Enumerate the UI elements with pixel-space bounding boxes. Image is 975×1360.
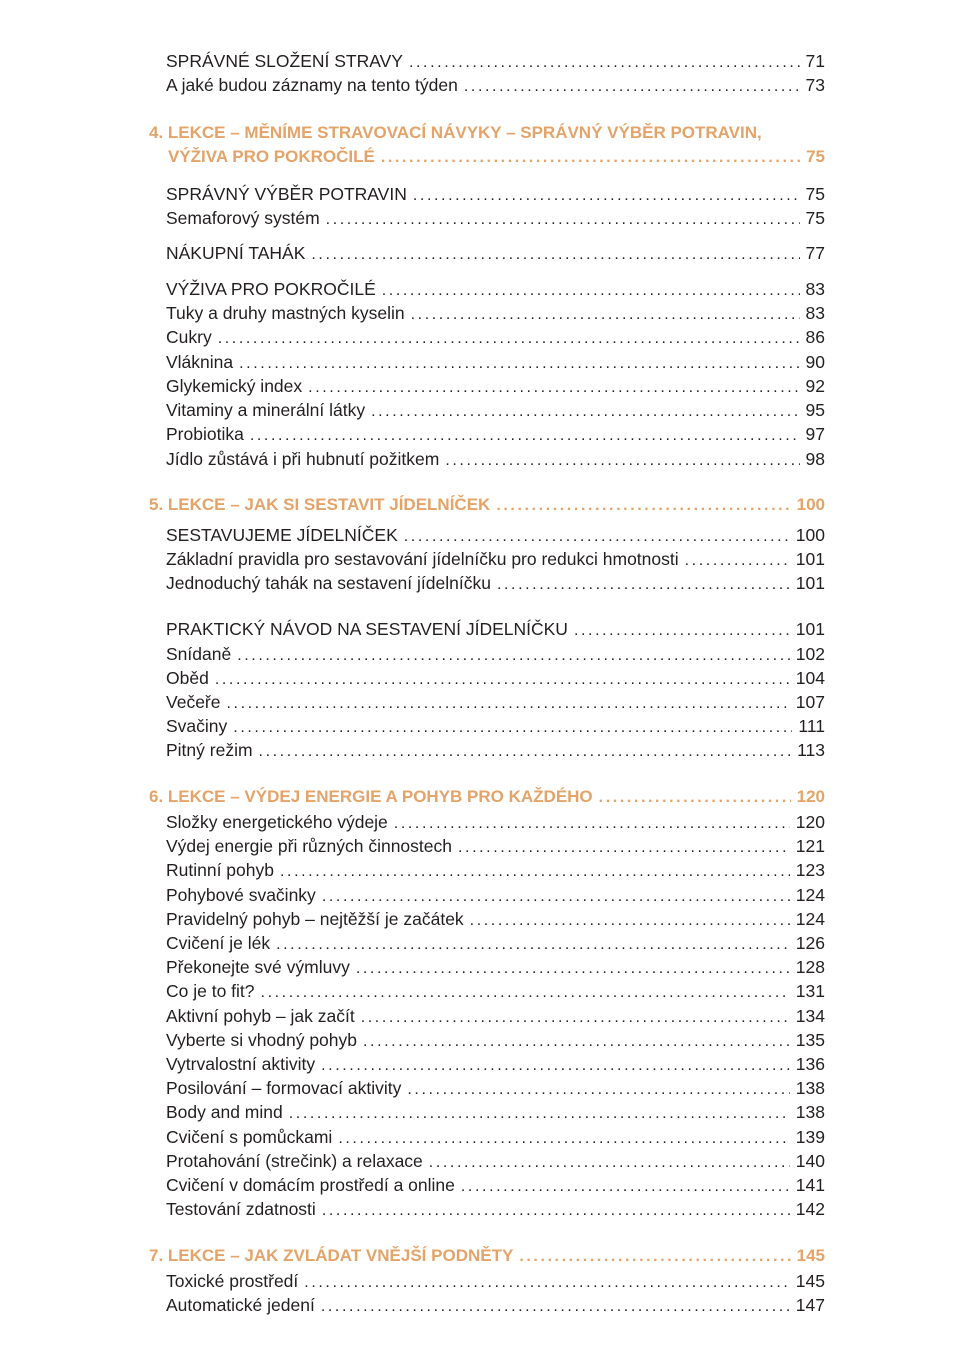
toc-entry-title: Pravidelný pohyb – nejtěžší je začátek	[166, 909, 464, 929]
toc-page-number: 138	[795, 1102, 825, 1122]
toc-entry	[166, 907, 825, 931]
dot-leader	[226, 692, 789, 714]
toc-entry	[166, 955, 825, 979]
toc-entry	[166, 1173, 825, 1197]
toc-chapter-entry	[168, 145, 825, 169]
toc-entry-title: Co je to fit?	[166, 981, 255, 1001]
toc-page-number: 101	[795, 619, 825, 639]
dot-leader	[321, 1295, 790, 1317]
toc-entry	[166, 571, 825, 595]
dot-leader	[322, 885, 790, 907]
toc-entry	[166, 301, 825, 325]
dot-leader	[289, 1102, 790, 1124]
toc-entry-title: Složky energetického výdeje	[166, 812, 388, 832]
toc-entry	[166, 1149, 825, 1173]
toc-entry	[166, 277, 825, 301]
toc-entry-title: Cvičení s pomůckami	[166, 1127, 333, 1147]
toc-page-number: 77	[805, 243, 825, 263]
dot-leader	[519, 1245, 790, 1268]
toc-entry-title: VÝŽIVA PRO POKROČILÉ	[168, 147, 375, 166]
toc-page-number: 120	[795, 812, 825, 832]
toc-entry	[166, 73, 825, 97]
toc-entry	[166, 1125, 825, 1149]
dot-leader	[304, 1271, 790, 1293]
toc-entry	[166, 49, 825, 73]
toc-page-number: 134	[795, 1006, 825, 1026]
toc-page-number: 111	[798, 716, 825, 736]
toc-entry-title: Jednoduchý tahák na sestavení jídelníčku	[166, 573, 491, 593]
toc-entry-title: Cvičení v domácím prostředí a online	[166, 1175, 455, 1195]
toc-page-number: 145	[796, 1246, 825, 1265]
dot-leader	[338, 1127, 789, 1149]
toc-entry-title: SPRÁVNÉ SLOŽENÍ STRAVY	[166, 51, 403, 71]
toc-entry-title: Glykemický index	[166, 376, 303, 396]
dot-leader	[218, 327, 800, 349]
toc-entry	[166, 1052, 825, 1076]
toc-entry	[166, 547, 825, 571]
toc-entry-title: Překonejte své výmluvy	[166, 957, 350, 977]
toc-chapter-entry	[149, 121, 825, 145]
dot-leader	[382, 279, 800, 301]
toc-entry	[166, 1004, 825, 1028]
dot-leader	[363, 1030, 790, 1052]
toc-entry-title: 7. LEKCE – JAK ZVLÁDAT VNĚJŠÍ PODNĚTY	[149, 1246, 514, 1265]
toc-entry-title: Probiotika	[166, 424, 244, 444]
toc-page-number: 101	[795, 549, 825, 569]
toc-page-number: 140	[795, 1151, 825, 1171]
toc-entry-title: Svačiny	[166, 716, 228, 736]
toc-entry	[166, 398, 825, 422]
dot-leader	[404, 525, 790, 547]
toc-page-number: 104	[795, 668, 825, 688]
toc-entry-title: Snídaně	[166, 644, 232, 664]
toc-entry-title: Pohybové svačinky	[166, 885, 316, 905]
dot-leader	[574, 619, 790, 641]
toc-entry	[166, 1100, 825, 1124]
toc-entry	[166, 1269, 825, 1293]
toc-page-number: 83	[805, 303, 825, 323]
toc-entry-title: Cvičení je lék	[166, 933, 271, 953]
toc-page-number: 75	[805, 208, 825, 228]
toc-entry-title: Semaforový systém	[166, 208, 320, 228]
dot-leader	[280, 860, 790, 882]
toc-page-number: 142	[795, 1199, 825, 1219]
toc-entry	[166, 374, 825, 398]
toc-entry-title: Testování zdatnosti	[166, 1199, 316, 1219]
dot-leader	[496, 494, 790, 517]
dot-leader	[261, 981, 790, 1003]
toc-entry	[166, 858, 825, 882]
dot-leader	[413, 184, 800, 206]
toc-page-number: 136	[795, 1054, 825, 1074]
toc-page-number: 86	[805, 327, 825, 347]
toc-page-number: 71	[805, 51, 825, 71]
toc-entry	[166, 1293, 825, 1317]
toc-entry-title: Cukry	[166, 327, 212, 347]
toc-page-number: 75	[806, 147, 825, 166]
toc-entry-title: Automatické jedení	[166, 1295, 315, 1315]
toc-page-number: 135	[795, 1030, 825, 1050]
toc-entry	[166, 883, 825, 907]
toc-page-number: 121	[795, 836, 825, 856]
dot-leader	[407, 1078, 789, 1100]
toc-entry	[166, 738, 825, 762]
toc-entry-title: PRAKTICKÝ NÁVOD NA SESTAVENÍ JÍDELNÍČKU	[166, 619, 568, 639]
dot-leader	[497, 573, 790, 595]
toc-entry-title: Vitaminy a minerální látky	[166, 400, 366, 420]
toc-entry-title: 6. LEKCE – VÝDEJ ENERGIE A POHYB PRO KAŽDÉHO	[149, 787, 593, 806]
toc-entry-title: VÝŽIVA PRO POKROČILÉ	[166, 279, 376, 299]
toc-page-number: 100	[796, 495, 825, 514]
toc-entry	[166, 714, 825, 738]
toc-entry-title: Body and mind	[166, 1102, 283, 1122]
toc-entry	[166, 241, 825, 265]
toc-entry-title: NÁKUPNÍ TAHÁK	[166, 243, 306, 263]
dot-leader	[470, 909, 790, 931]
toc-entry	[166, 642, 825, 666]
toc-page-number: 124	[795, 885, 825, 905]
toc-page-number: 139	[795, 1127, 825, 1147]
toc-page-number: 98	[805, 449, 825, 469]
dot-leader	[308, 376, 799, 398]
toc-entry-title: Jídlo zůstává i při hubnutí požitkem	[166, 449, 440, 469]
toc-chapter-entry	[149, 1244, 825, 1268]
dot-leader	[599, 786, 791, 809]
toc-entry	[166, 979, 825, 1003]
toc-entry-title: Tuky a druhy mastných kyselin	[166, 303, 405, 323]
dot-leader	[356, 957, 790, 979]
toc-page-number: 97	[805, 424, 825, 444]
toc-entry-title: Výdej energie při různých činnostech	[166, 836, 452, 856]
toc-entry-title: Aktivní pohyb – jak začít	[166, 1006, 355, 1026]
toc-entry	[166, 1076, 825, 1100]
toc-entry	[166, 1197, 825, 1221]
toc-entry	[166, 834, 825, 858]
toc-page-number: 73	[805, 75, 825, 95]
dot-leader	[445, 449, 799, 471]
toc-page-number: 126	[795, 933, 825, 953]
dot-leader	[259, 740, 792, 762]
toc-entry-title: Večeře	[166, 692, 221, 712]
dot-leader	[429, 1151, 790, 1173]
toc-entry-title: A jaké budou záznamy na tento týden	[166, 75, 458, 95]
dot-leader	[461, 1175, 790, 1197]
toc-entry-title: Pitný režim	[166, 740, 253, 760]
dot-leader	[409, 51, 800, 73]
dot-leader	[233, 716, 792, 738]
toc-entry	[166, 617, 825, 641]
dot-leader	[321, 1054, 790, 1076]
toc-entry	[166, 206, 825, 230]
dot-leader	[464, 75, 800, 97]
toc-entry	[166, 422, 825, 446]
toc-entry	[166, 1028, 825, 1052]
toc-page-number: 75	[805, 184, 825, 204]
toc-entry-title: 4. LEKCE – MĚNÍME STRAVOVACÍ NÁVYKY – SPRÁVNÝ VÝBĚR POTRAVIN,	[149, 123, 762, 142]
toc-entry-title: Základní pravidla pro sestavování jídelníčku pro redukci hmotnosti	[166, 549, 679, 569]
dot-leader	[326, 208, 800, 230]
toc-page-number: 92	[805, 376, 825, 396]
toc-entry	[166, 447, 825, 471]
toc-entry	[166, 350, 825, 374]
dot-leader	[276, 933, 790, 955]
toc-entry-title: Vláknina	[166, 352, 234, 372]
toc-entry	[166, 325, 825, 349]
toc-chapter-entry	[149, 785, 825, 809]
toc-entry-title: Vyberte si vhodný pohyb	[166, 1030, 357, 1050]
toc-page-number: 120	[796, 787, 825, 806]
toc-page-number: 83	[805, 279, 825, 299]
toc-page-number: 90	[805, 352, 825, 372]
dot-leader	[394, 812, 790, 834]
toc-entry-title: Toxické prostředí	[166, 1271, 299, 1291]
dot-leader	[685, 549, 790, 571]
toc-entry-title: 5. LEKCE – JAK SI SESTAVIT JÍDELNÍČEK	[149, 495, 491, 514]
toc-page-number: 124	[795, 909, 825, 929]
toc-entry	[166, 666, 825, 690]
toc-entry	[166, 182, 825, 206]
toc-entry-title: Rutinní pohyb	[166, 860, 274, 880]
toc-page-number: 123	[795, 860, 825, 880]
toc-page-number: 102	[795, 644, 825, 664]
toc-page-number: 113	[797, 740, 825, 760]
dot-leader	[215, 668, 790, 690]
toc-entry-title: SESTAVUJEME JÍDELNÍČEK	[166, 525, 398, 545]
toc-chapter-entry	[149, 493, 825, 517]
toc-entry-title: Protahování (strečink) a relaxace	[166, 1151, 423, 1171]
toc-page-number: 100	[795, 525, 825, 545]
toc-page-number: 138	[795, 1078, 825, 1098]
dot-leader	[239, 352, 799, 374]
dot-leader	[458, 836, 790, 858]
toc-page-number: 141	[795, 1175, 825, 1195]
dot-leader	[311, 243, 799, 265]
dot-leader	[361, 1006, 790, 1028]
toc-entry	[166, 810, 825, 834]
toc-entry-title: SPRÁVNÝ VÝBĚR POTRAVIN	[166, 184, 407, 204]
dot-leader	[322, 1199, 790, 1221]
toc-entry	[166, 523, 825, 547]
dot-leader	[250, 424, 800, 446]
toc-entry-title: Posilování – formovací aktivity	[166, 1078, 402, 1098]
dot-leader	[371, 400, 799, 422]
toc-entry	[166, 931, 825, 955]
toc-entry-title: Oběd	[166, 668, 209, 688]
toc-page-number: 101	[795, 573, 825, 593]
toc-page-number: 128	[795, 957, 825, 977]
toc-page-number: 145	[795, 1271, 825, 1291]
toc-entry	[166, 690, 825, 714]
dot-leader	[237, 644, 790, 666]
dot-leader	[381, 146, 800, 169]
toc-page-number: 147	[795, 1295, 825, 1315]
toc-entry-title: Vytrvalostní aktivity	[166, 1054, 316, 1074]
dot-leader	[411, 303, 800, 325]
toc-page-number: 95	[805, 400, 825, 420]
toc-page-number: 107	[795, 692, 825, 712]
toc-page-number: 131	[795, 981, 825, 1001]
